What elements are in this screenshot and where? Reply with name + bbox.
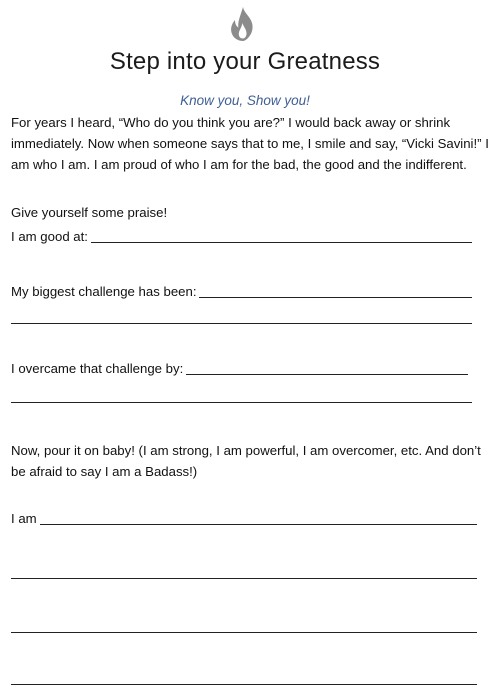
challenge-field-line-2[interactable] xyxy=(11,323,472,324)
good-at-row xyxy=(11,228,472,246)
challenge-label: My biggest challenge has been: xyxy=(11,284,197,299)
good-at-field[interactable] xyxy=(91,242,472,243)
i-am-field-line-2[interactable] xyxy=(11,578,477,579)
good-at-label: I am good at: xyxy=(11,229,88,244)
overcame-field-line-2[interactable] xyxy=(11,402,472,403)
page-subtitle: Know you, Show you! xyxy=(180,93,310,108)
challenge-row xyxy=(11,283,472,301)
overcame-label: I overcame that challenge by: xyxy=(11,361,184,376)
overcame-row xyxy=(11,360,468,378)
pour-it-on-paragraph: Now, pour it on baby! (I am strong, I am powerful, I am overcomer, etc. And don’t be afraid to say I am a Badass!) xyxy=(11,443,481,479)
i-am-field-line-3[interactable] xyxy=(11,632,477,633)
i-am-label: I am xyxy=(11,511,37,526)
i-am-row xyxy=(11,510,477,528)
praise-heading: Give yourself some praise! xyxy=(11,205,168,220)
page-title: Step into your Greatness xyxy=(109,48,381,75)
i-am-field[interactable] xyxy=(40,524,477,525)
challenge-field[interactable] xyxy=(199,297,472,298)
i-am-field-line-4[interactable] xyxy=(11,684,477,685)
overcame-field[interactable] xyxy=(186,374,468,375)
flame-icon xyxy=(227,6,259,42)
intro-paragraph: For years I heard, “Who do you think you are?” I would back away or shrink immediately. Now when someone says that to me, I smile and say, “Vicki Savini!” I am who I am. I am proud of who I am for the bad, the good and the indifferent. xyxy=(11,115,489,172)
